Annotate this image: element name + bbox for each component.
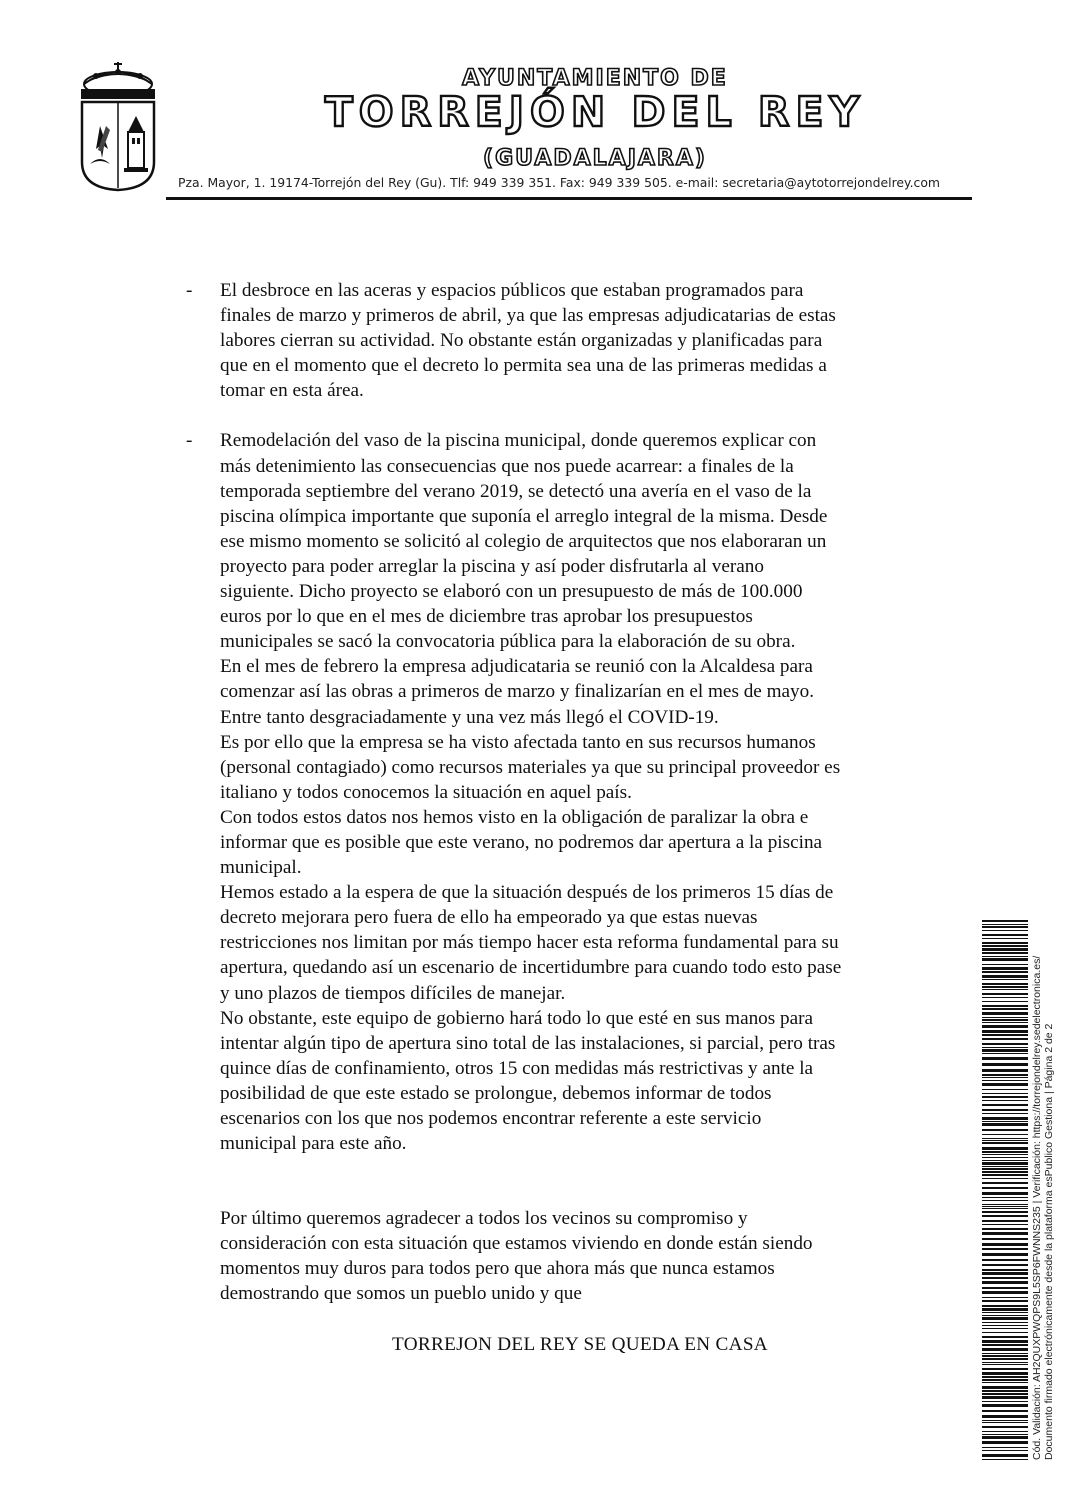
text-line: y uno plazos de tiempos difíciles de manejar.: [220, 982, 566, 1004]
validation-code-line: Cód. Validación: AH2QUXPWQPS9L5SP6FWNNS235 | Verificación: https://torrejondelrey.sedelectronica.es/: [1031, 955, 1043, 1460]
barcode-bar: [982, 983, 1028, 985]
barcode-bar: [982, 1340, 1028, 1343]
text-line: proyecto para poder arreglar la piscina y así poder disfrutarla al verano: [220, 555, 764, 577]
text-line: escenarios con los que nos podemos encontrar referente a este servicio: [220, 1108, 762, 1129]
barcode-bar: [982, 1123, 1028, 1126]
barcode-bar: [982, 1160, 1028, 1161]
barcode-bar: [982, 948, 1028, 951]
barcode-bar: [982, 1151, 1028, 1153]
barcode-bar: [982, 1436, 1028, 1439]
barcode-bar: [982, 1204, 1028, 1205]
barcode-bar: [982, 1001, 1028, 1002]
text-line: Por último queremos agradecer a todos los vecinos su compromiso y: [220, 1208, 748, 1230]
barcode-bar: [982, 1211, 1028, 1213]
barcode-bar: [982, 1253, 1028, 1256]
header-divider: [166, 197, 972, 200]
barcode-bar: [982, 989, 1028, 990]
barcode-bar: [982, 926, 1028, 928]
barcode-bar: [982, 997, 1028, 998]
barcode-bar: [982, 1089, 1028, 1090]
barcode-bar: [982, 1187, 1028, 1189]
barcode-bar: [982, 1315, 1028, 1316]
barcode-bar: [982, 1248, 1028, 1250]
barcode-bar: [982, 1376, 1028, 1378]
list-bullet: -: [186, 430, 193, 452]
list-item-desbroce: [180, 278, 940, 403]
barcode-bar: [982, 1450, 1028, 1451]
text-line: quince días de confinamiento, otros 15 con medidas más restrictivas y ante la: [220, 1057, 814, 1079]
barcode-bar: [982, 1019, 1028, 1021]
barcode-bar: [982, 1269, 1028, 1271]
text-line: intentar algún tipo de apertura sino total de las instalaciones, si parcial, pero tras: [220, 1032, 836, 1054]
barcode-bar: [982, 1386, 1028, 1389]
header-line-ayuntamiento: AYUNTAMIENTO DE: [462, 66, 728, 91]
list-item-piscina: [180, 428, 940, 1156]
barcode-bar: [982, 1074, 1028, 1076]
text-line: momentos muy duros para todos pero que ahora más que nunca estamos: [220, 1258, 775, 1280]
barcode-bar: [982, 1431, 1028, 1432]
barcode-bar: [982, 1277, 1028, 1279]
text-line: finales de marzo y primeros de abril, ya que las empresas adjudicatarias de estas: [220, 305, 836, 327]
barcode-bar: [982, 938, 1028, 939]
barcode-bar: [982, 1096, 1028, 1098]
barcode-bar: [982, 1197, 1028, 1198]
barcode-bar: [982, 1100, 1028, 1101]
barcode-bar: [982, 1358, 1028, 1360]
barcode-bar: [982, 1077, 1028, 1078]
barcode-bar: [982, 1355, 1028, 1357]
barcode-bar: [982, 1224, 1028, 1225]
barcode-bar: [982, 942, 1028, 944]
text-line: municipales se sacó la convocatoria pública para la elaboración de su obra.: [220, 631, 796, 653]
barcode-bar: [982, 1336, 1028, 1338]
barcode-bar: [982, 1104, 1028, 1106]
text-line: más detenimiento las consecuencias que nos puede acarrear: a finales de la: [220, 455, 794, 477]
text-line: italiano y todos conocemos la situación en aquel país.: [220, 781, 632, 803]
barcode-bar: [982, 1322, 1028, 1323]
barcode-bar: [982, 1228, 1028, 1230]
crown-icon: [82, 62, 154, 98]
barcode-bar: [982, 1393, 1028, 1395]
barcode-bar: [982, 1317, 1028, 1320]
text-line: No obstante, este equipo de gobierno hará todo lo que esté en sus manos para: [220, 1007, 814, 1029]
barcode-bar: [982, 1410, 1028, 1412]
barcode-bar: [982, 930, 1028, 931]
text-line: municipal para este año.: [220, 1133, 407, 1155]
barcode-bar: [982, 1297, 1028, 1298]
validation-barcode: [982, 920, 1028, 1460]
barcode-bar: [982, 1154, 1028, 1155]
barcode-bar: [982, 1012, 1028, 1015]
barcode-bar: [982, 1401, 1028, 1402]
barcode-bar: [982, 1300, 1028, 1302]
barcode-bar: [982, 1415, 1028, 1418]
barcode-bar: [982, 993, 1028, 995]
text-line: euros por lo que en el mes de diciembre tras aprobar los presupuestos: [220, 606, 753, 628]
barcode-bar: [982, 952, 1028, 954]
text-line: El desbroce en las aceras y espacios públicos que estaban programados para: [220, 280, 804, 301]
barcode-bar: [982, 1368, 1028, 1370]
barcode-bar: [982, 971, 1028, 973]
barcode-bar: [982, 1291, 1028, 1294]
text-line: consideración con esta situación que estamos viviendo en donde están siendo: [220, 1233, 813, 1255]
barcode-bar: [982, 1043, 1028, 1045]
text-line: tomar en esta área.: [220, 380, 364, 402]
barcode-bar: [982, 1005, 1028, 1007]
barcode-bar: [982, 945, 1028, 947]
barcode-bar: [982, 1404, 1028, 1407]
validation-side-text: [1031, 940, 1055, 1460]
barcode-bar: [982, 1348, 1028, 1351]
barcode-bar: [982, 1364, 1028, 1365]
barcode-bar: [982, 1017, 1028, 1018]
text-line: Hemos estado a la espera de que la situación después de los primeros 15 días de: [220, 882, 834, 904]
text-line: temporada septiembre del verano 2019, se detectó una avería en el vaso de la: [220, 480, 812, 502]
barcode-bar: [982, 1038, 1028, 1040]
barcode-bar: [982, 1287, 1028, 1289]
text-line: Es por ello que la empresa se ha visto afectada tanto en sus recursos humanos: [220, 731, 816, 753]
barcode-bar: [982, 1312, 1028, 1313]
barcode-bar: [982, 1426, 1028, 1428]
barcode-bar: [982, 1129, 1028, 1131]
closing-paragraph: [180, 1206, 940, 1306]
barcode-bar: [982, 1308, 1028, 1311]
barcode-bar: [982, 1117, 1028, 1120]
barcode-bar: [982, 1168, 1028, 1170]
document-body: [180, 278, 940, 1357]
barcode-bar: [982, 1220, 1028, 1222]
barcode-bar: [982, 975, 1028, 978]
barcode-bar: [982, 1353, 1028, 1354]
signature-info-line: Documento firmado electrónicamente desde la plataforma esPublico Gestiona | Página 2 de 2: [1043, 1023, 1055, 1460]
header-address: Pza. Mayor, 1. 19174-Torrejón del Rey (Gu). Tlf: 949 339 351. Fax: 949 339 505. e-mail: secretaria@aytotorrejondelrey.com: [178, 175, 941, 190]
barcode-bar: [982, 1238, 1028, 1240]
barcode-bar: [982, 956, 1028, 957]
barcode-bar: [982, 964, 1028, 965]
barcode-bar: [982, 1272, 1028, 1275]
text-line: restricciones nos limitan por más tiempo hacer esta reforma fundamental para su: [220, 932, 839, 954]
barcode-bar: [982, 934, 1028, 936]
barcode-bar: [982, 924, 1028, 925]
barcode-bar: [982, 979, 1028, 980]
barcode-bar: [982, 1080, 1028, 1081]
barcode-bar: [982, 1083, 1028, 1086]
list-bullet: -: [186, 280, 193, 301]
barcode-bar: [982, 1332, 1028, 1333]
coat-of-arms-logo: [76, 54, 160, 192]
barcode-bar: [982, 1243, 1028, 1246]
barcode-bar: [982, 1063, 1028, 1066]
text-line: piscina olímpica importante que suponía el arreglo integral de la misma. Desde: [220, 505, 828, 527]
barcode-bar: [982, 1057, 1028, 1060]
text-line: Remodelación del vaso de la piscina municipal, donde queremos explicar con: [220, 430, 817, 452]
barcode-bar: [982, 1382, 1028, 1383]
barcode-bar: [982, 1008, 1028, 1010]
text-line: Entre tanto desgraciadamente y una vez más llegó el COVID-19.: [220, 706, 719, 728]
text-line: apertura, quedando así un escenario de incertidumbre para cuando todo esto pase: [220, 957, 842, 979]
barcode-bar: [982, 1140, 1028, 1141]
list-item-text: [220, 428, 940, 1156]
barcode-bar: [982, 1174, 1028, 1176]
barcode-bar: [982, 920, 1028, 922]
header-town-name: TORREJÓN DEL REY: [324, 88, 866, 136]
barcode-bar: [982, 1259, 1028, 1261]
barcode-bar: [982, 1053, 1028, 1054]
barcode-bar: [982, 1396, 1028, 1399]
barcode-bar: [982, 1147, 1028, 1150]
barcode-bar: [982, 1069, 1028, 1072]
barcode-bar: [982, 1171, 1028, 1173]
barcode-bar: [982, 1113, 1028, 1114]
text-line: (personal contagiado) como recursos materiales ya que su principal proveedor es: [220, 756, 841, 778]
barcode-bar: [982, 1049, 1028, 1052]
list-item-text: [220, 278, 940, 403]
text-line: labores cierran su actividad. No obstante están organizadas y planificadas para: [220, 330, 823, 352]
text-line: ese mismo momento se solicitó al colegio de arquitectos que nos elaboraran un: [220, 530, 827, 552]
barcode-bar: [982, 1178, 1028, 1179]
barcode-bar: [982, 1109, 1028, 1111]
header-province: (GUADALAJARA): [483, 146, 707, 171]
barcode-bar: [982, 986, 1028, 988]
closing-slogan: TORREJON DEL REY SE QUEDA EN CASA: [392, 1333, 768, 1355]
barcode-bar: [982, 1142, 1028, 1144]
barcode-bar: [982, 1434, 1028, 1435]
barcode-bar: [982, 1232, 1028, 1235]
barcode-bar: [982, 1121, 1028, 1122]
barcode-bar: [982, 1182, 1028, 1184]
text-line: demostrando que somos un pueblo unido y que: [220, 1283, 582, 1305]
barcode-bar: [982, 1328, 1028, 1329]
barcode-bar: [982, 1325, 1028, 1326]
text-line: Con todos estos datos nos hemos visto en la obligación de paralizar la obra e: [220, 806, 809, 828]
text-line: En el mes de febrero la empresa adjudicataria se reunió con la Alcaldesa para: [220, 656, 813, 678]
barcode-bar: [982, 1166, 1028, 1167]
barcode-bar: [982, 958, 1028, 961]
barcode-bar: [982, 1305, 1028, 1307]
barcode-bar: [982, 1022, 1028, 1023]
text-line: informar que es posible que este verano, no podremos dar apertura a la piscina: [220, 831, 823, 853]
barcode-bar: [982, 1344, 1028, 1346]
barcode-bar: [982, 1372, 1028, 1375]
barcode-bar: [982, 1422, 1028, 1423]
barcode-bar: [982, 1093, 1028, 1094]
barcode-bar: [982, 1379, 1028, 1381]
barcode-bar: [982, 1047, 1028, 1048]
barcode-bar: [982, 1420, 1028, 1421]
barcode-bar: [982, 1162, 1028, 1165]
barcode-bar: [982, 967, 1028, 970]
barcode-bar: [982, 1215, 1028, 1217]
text-line: que en el momento que el decreto lo permita sea una de las primeras medidas a: [220, 355, 827, 377]
barcode-bar: [982, 1200, 1028, 1201]
barcode-bar: [982, 1157, 1028, 1158]
barcode-bar: [982, 1459, 1028, 1460]
text-line: decreto mejorara pero fuera de ello ha empeorado ya que estas nuevas: [220, 907, 758, 929]
barcode-bar: [982, 1134, 1028, 1135]
barcode-bar: [982, 1025, 1028, 1028]
barcode-bar: [982, 1206, 1028, 1207]
barcode-bar: [982, 1447, 1028, 1448]
barcode-bar: [982, 1390, 1028, 1392]
text-line: posibilidad de que este estado se prolongue, debemos informar de todos: [220, 1082, 772, 1104]
barcode-bar: [982, 1192, 1028, 1195]
barcode-bar: [982, 1138, 1028, 1139]
barcode-bar: [982, 1281, 1028, 1284]
barcode-bar: [982, 1034, 1028, 1036]
barcode-bar: [982, 1030, 1028, 1033]
text-line: municipal.: [220, 857, 302, 879]
barcode-bar: [982, 1208, 1028, 1209]
barcode-bar: [982, 1264, 1028, 1266]
text-line: comenzar así las obras a primeros de marzo y finalizarían en el mes de mayo.: [220, 681, 815, 703]
text-line: siguiente. Dicho proyecto se elaboró con un presupuesto de más de 100.000: [220, 581, 803, 603]
barcode-bar: [982, 1454, 1028, 1457]
barcode-bar: [982, 1362, 1028, 1363]
barcode-bar: [982, 1441, 1028, 1444]
